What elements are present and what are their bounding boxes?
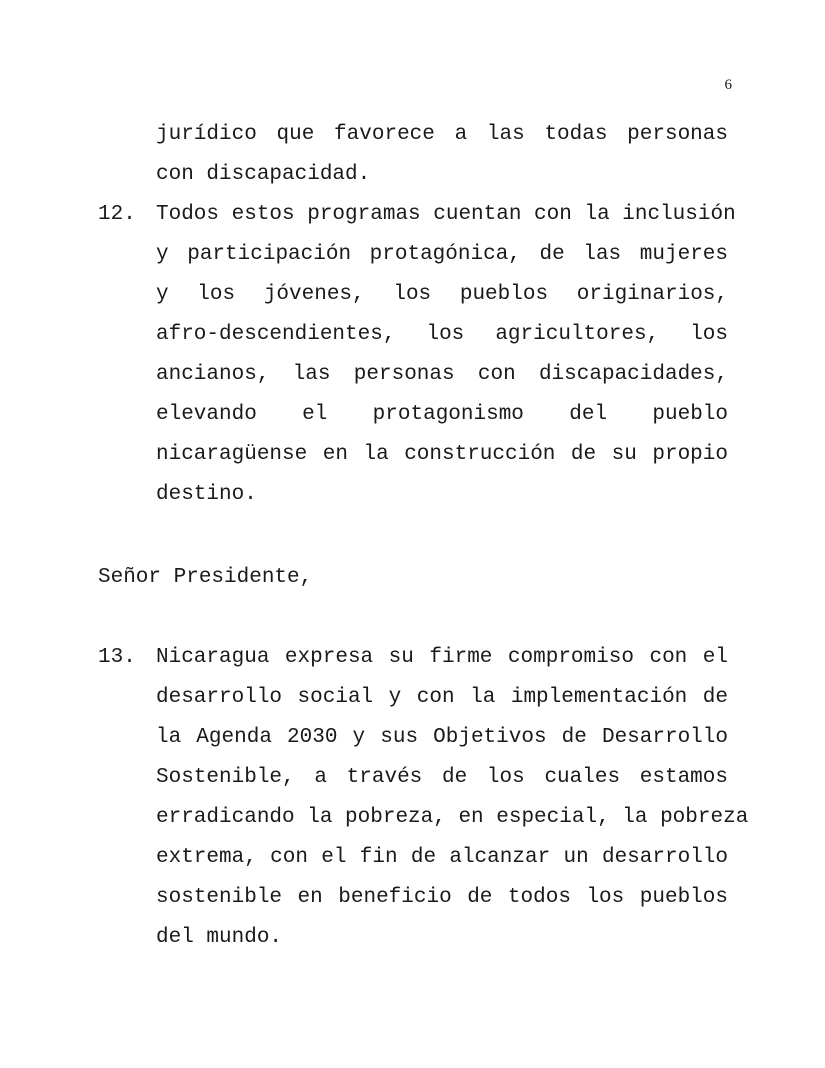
- paragraph-line: jurídico que favorece a las todas personas: [156, 123, 728, 146]
- paragraph-number-13: 13.: [98, 646, 136, 669]
- paragraph-line: destino.: [156, 483, 257, 506]
- paragraph-12: [156, 195, 736, 515]
- salutation: Señor Presidente,: [98, 566, 313, 589]
- paragraph-line: y participación protagónica, de las mujeres: [156, 243, 728, 266]
- paragraph-line: erradicando la pobreza, en especial, la pobreza: [156, 806, 749, 829]
- paragraph-line: desarrollo social y con la implementación de: [156, 686, 728, 709]
- paragraph-line: sostenible en beneficio de todos los pueblos: [156, 886, 728, 909]
- paragraph-line: extrema, con el fin de alcanzar un desarrollo: [156, 846, 728, 869]
- paragraph-line: del mundo.: [156, 926, 283, 949]
- paragraph-line: y los jóvenes, los pueblos originarios,: [156, 283, 728, 306]
- paragraph-13: [156, 638, 749, 958]
- page-number: 6: [724, 77, 732, 93]
- paragraph-line: con discapacidad.: [156, 163, 371, 186]
- paragraph-line: afro-descendientes, los agricultores, los: [156, 323, 728, 346]
- paragraph-line: Nicaragua expresa su firme compromiso con el: [156, 646, 728, 669]
- paragraph-number-12: 12.: [98, 203, 136, 226]
- paragraph-line: ancianos, las personas con discapacidades,: [156, 363, 728, 386]
- paragraph-line: Sostenible, a través de los cuales estamos: [156, 766, 728, 789]
- paragraph-line: nicaragüense en la construcción de su propio: [156, 443, 728, 466]
- paragraph-line: elevando el protagonismo del pueblo: [156, 403, 728, 426]
- paragraph-line: la Agenda 2030 y sus Objetivos de Desarrollo: [156, 726, 728, 749]
- continuation-paragraph: [156, 115, 728, 195]
- paragraph-line: Todos estos programas cuentan con la inclusión: [156, 203, 736, 226]
